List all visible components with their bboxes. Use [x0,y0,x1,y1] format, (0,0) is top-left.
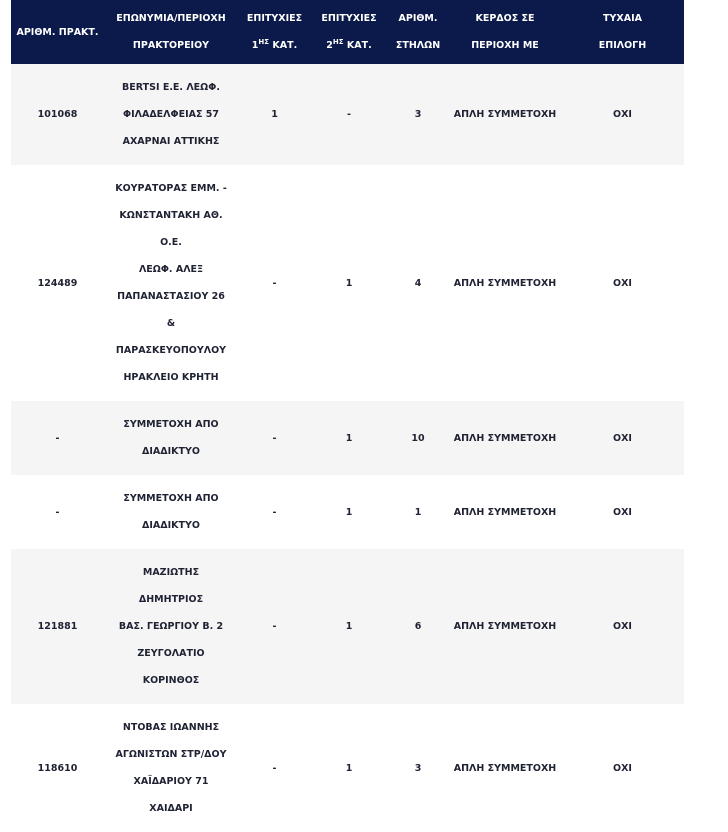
header-first-category: ΕΠΙΤΥΧΙΕΣ $1^{H\Sigma}$ ΚΑΤ. [246,13,303,51]
cell-columns: 4 [414,277,422,289]
cell-random-pick: ΟΧΙ [613,762,632,774]
cell-address: ΣΥΜΜΕΤΟΧΗ ΑΠΟ ΔΙΑΔΙΚΤΥΟ [123,419,219,457]
table-row [11,165,684,401]
header-second-category: ΕΠΙΤΥΧΙΕΣ $2^{H\Sigma}$ ΚΑΤ. [321,13,377,51]
cell-first-category: - [272,432,277,444]
cell-second-category: 1 [345,506,353,518]
cell-agency-no: 121881 [37,621,78,632]
cell-random-pick: ΟΧΙ [613,621,632,632]
cell-second-category: 1 [345,277,353,289]
cell-prize-area: ΑΠΛΗ ΣΥΜΜΕΤΟΧΗ [453,762,557,774]
cell-first-category: 1 [271,109,278,120]
header-name-area: ΕΠΩΝΥΜΙΑ/ΠΕΡΙΟΧΗ ΠΡΑΚΤΟΡΕΙΟΥ [116,13,226,51]
cell-columns: 6 [414,621,422,632]
cell-agency-no: - [55,432,60,444]
header-agency-no: ΑΡΙΘΜ. ΠΡΑΚΤ. [16,26,99,38]
table-row [11,549,684,704]
cell-random-pick: ΟΧΙ [613,506,632,518]
cell-prize-area: ΑΠΛΗ ΣΥΜΜΕΤΟΧΗ [453,432,557,444]
cell-random-pick: ΟΧΙ [613,432,632,444]
header-random-pick: ΤΥΧΑΙΑ ΕΠΙΛΟΓΗ [598,13,647,51]
table-row [11,704,684,832]
cell-agency-no: 124489 [37,277,78,289]
header-columns: ΑΡΙΘΜ. ΣΤΗΛΩΝ [395,13,441,51]
cell-columns: 3 [414,762,422,774]
cell-agency-no: 101068 [37,109,78,120]
cell-prize-area: ΑΠΛΗ ΣΥΜΜΕΤΟΧΗ [453,621,557,632]
cell-address: ΚΟΥΡΑΤΟΡΑΣ ΕΜΜ. - ΚΩΝΣΤΑΝΤΑΚΗ ΑΘ. Ο.Ε. ΛΕΩΦ. ΑΛΕΞ ΠΑΠΑΝΑΣΤΑΣΙΟΥ 26 & ΠΑΡΑΣΚΕΥΟΠΟΥΛΟΥ ΗΡΑΚΛΕΙΟ ΚΡΗΤΗ [115,183,227,383]
cell-random-pick: ΟΧΙ [613,109,632,120]
cell-columns: 1 [414,506,422,518]
winners-table [11,0,684,832]
cell-prize-area: ΑΠΛΗ ΣΥΜΜΕΤΟΧΗ [453,277,557,289]
cell-second-category: 1 [345,432,353,444]
cell-address: BERTSI Ε.Ε. ΛΕΩΦ. ΦΙΛΑΔΕΛΦΕΙΑΣ 57 ΑΧΑΡΝΑΙ ΑΤΤΙΚΗΣ [122,82,220,147]
cell-agency-no: - [55,506,60,518]
cell-first-category: - [272,621,277,632]
cell-first-category: - [272,762,277,774]
cell-prize-area: ΑΠΛΗ ΣΥΜΜΕΤΟΧΗ [453,506,557,518]
winners-table-container [11,0,684,832]
table-row [11,64,684,165]
header-prize-area: ΚΕΡΔΟΣ ΣΕ ΠΕΡΙΟΧΗ ΜΕ [471,13,539,51]
cell-address: ΣΥΜΜΕΤΟΧΗ ΑΠΟ ΔΙΑΔΙΚΤΥΟ [123,493,219,531]
cell-random-pick: ΟΧΙ [613,277,632,289]
cell-second-category: 1 [345,621,353,632]
table-row [11,475,684,549]
cell-first-category: - [272,506,277,518]
cell-address: ΝΤΟΒΑΣ ΙΩΑΝΝΗΣ ΑΓΩΝΙΣΤΩΝ ΣΤΡ/ΔΟΥ ΧΑΪΔΑΡΙΟΥ 71 ΧΑΙΔΑΡΙ [115,722,227,814]
cell-second-category: - [347,109,351,120]
table-row [11,401,684,475]
cell-agency-no: 118610 [37,762,78,774]
table-header-row [11,0,684,64]
cell-second-category: 1 [345,762,353,774]
cell-columns: 10 [411,432,425,444]
cell-columns: 3 [414,109,422,120]
cell-first-category: - [272,277,277,289]
cell-prize-area: ΑΠΛΗ ΣΥΜΜΕΤΟΧΗ [453,109,557,120]
cell-address: ΜΑΖΙΩΤΗΣ ΔΗΜΗΤΡΙΟΣ ΒΑΣ. ΓΕΩΡΓΙΟΥ Β. 2 ΖΕΥΓΟΛΑΤΙΟ ΚΟΡΙΝΘΟΣ [118,567,224,686]
